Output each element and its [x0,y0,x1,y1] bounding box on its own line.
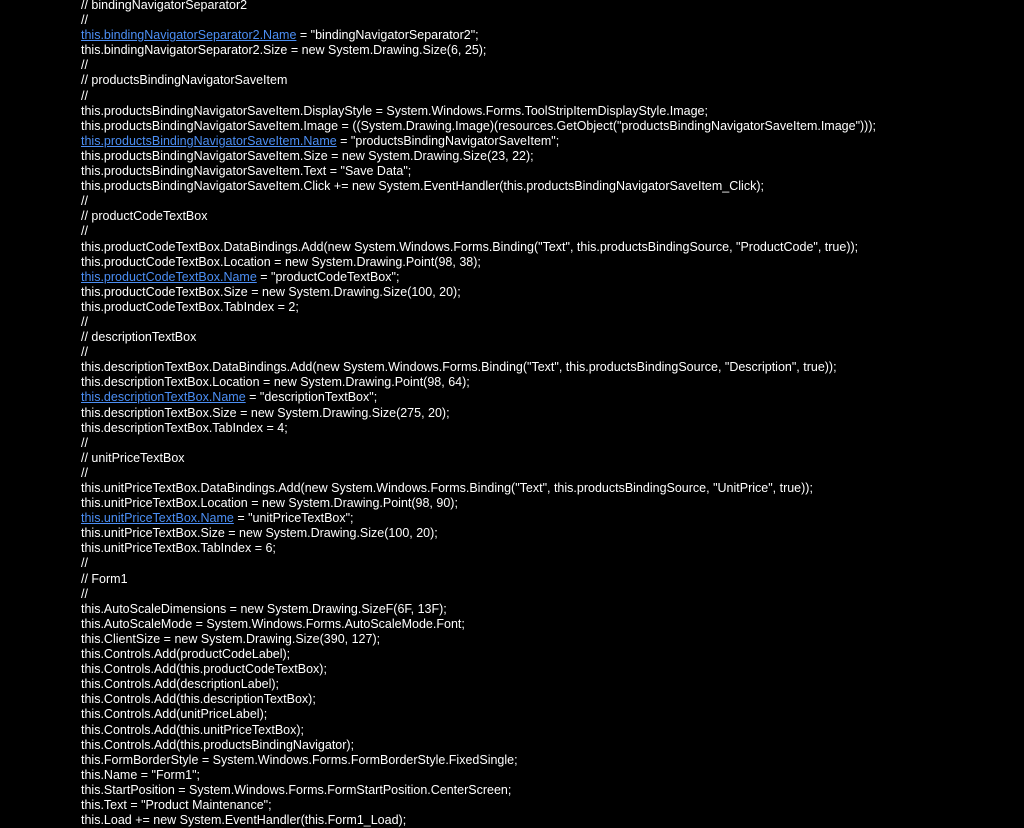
code-text: this.bindingNavigatorSeparator2.Size = new System.Drawing.Size(6, 25); [81,43,487,58]
code-text: // descriptionTextBox [81,330,197,345]
code-text: = "descriptionTextBox"; [245,390,378,405]
code-text: this.productsBindingNavigatorSaveItem.Size = new System.Drawing.Size(23, 22); [81,148,534,163]
code-line [81,119,876,134]
code-line [81,436,876,451]
code-line [81,315,876,330]
code-line [81,707,876,722]
code-line [81,209,876,224]
code-link[interactable]: this.descriptionTextBox.Name [81,390,246,405]
code-text: // productCodeTextBox [81,209,208,224]
code-line [81,662,876,677]
code-text: this.productCodeTextBox.TabIndex = 2; [81,299,299,314]
code-text: this.Controls.Add(productCodeLabel); [81,647,291,662]
code-text: this.unitPriceTextBox.Size = new System.Drawing.Size(100, 20); [81,526,438,541]
code-text: // [81,58,88,73]
code-text: this.Text = "Product Maintenance"; [81,797,272,812]
code-line [81,360,876,375]
code-link[interactable]: this.productCodeTextBox.Name [81,269,257,284]
code-line [81,330,876,345]
code-text: this.Controls.Add(this.unitPriceTextBox); [81,722,305,737]
code-line [81,783,876,798]
code-line [81,511,876,526]
code-text: // [81,194,88,209]
code-text: this.productCodeTextBox.Location = new System.Drawing.Point(98, 38); [81,254,481,269]
code-text: this.StartPosition = System.Windows.Forms.FormStartPosition.CenterScreen; [81,782,512,797]
code-line [81,270,876,285]
code-line [81,390,876,405]
code-text: this.Controls.Add(this.productCodeTextBox); [81,662,327,677]
code-text: // [81,465,88,480]
code-line [81,43,876,58]
code-text: this.productsBindingNavigatorSaveItem.Image = ((System.Drawing.Image)(resources.GetObject("productsBindingNavigatorSaveItem.Image"))); [81,118,876,133]
code-text: // [81,224,88,239]
code-line [81,164,876,179]
code-line [81,255,876,270]
code-text: // [81,13,88,28]
code-text: this.unitPriceTextBox.TabIndex = 6; [81,541,276,556]
code-text: // productsBindingNavigatorSaveItem [81,73,288,88]
code-text: this.descriptionTextBox.TabIndex = 4; [81,420,288,435]
code-line [81,466,876,481]
code-line [81,300,876,315]
code-line [81,89,876,104]
code-line [81,798,876,813]
code-text: this.descriptionTextBox.Size = new System.Drawing.Size(275, 20); [81,405,450,420]
code-text: // Form1 [81,571,128,586]
code-line [81,406,876,421]
code-text: = "productsBindingNavigatorSaveItem"; [336,133,560,148]
code-line [81,375,876,390]
code-line [81,104,876,119]
code-line [81,738,876,753]
code-line [81,481,876,496]
code-line [81,768,876,783]
code-line [81,647,876,662]
code-line [81,541,876,556]
code-line [81,0,876,13]
code-text: // [81,435,88,450]
code-text: // [81,345,88,360]
code-text: this.AutoScaleDimensions = new System.Drawing.SizeF(6F, 13F); [81,601,447,616]
code-link[interactable]: this.productsBindingNavigatorSaveItem.Name [81,133,337,148]
code-text: this.productCodeTextBox.Size = new System.Drawing.Size(100, 20); [81,284,461,299]
code-line [81,13,876,28]
code-line [81,149,876,164]
code-text: // unitPriceTextBox [81,450,185,465]
code-line [81,134,876,149]
code-line [81,496,876,511]
code-line [81,632,876,647]
code-line [81,194,876,209]
code-text: // [81,556,88,571]
code-line [81,723,876,738]
code-line [81,572,876,587]
code-text: this.Controls.Add(this.productsBindingNavigator); [81,737,355,752]
code-line [81,602,876,617]
code-line [81,285,876,300]
code-text: this.descriptionTextBox.Location = new System.Drawing.Point(98, 64); [81,375,470,390]
code-text: this.Controls.Add(descriptionLabel); [81,677,280,692]
code-text: this.AutoScaleMode = System.Windows.Forms.AutoScaleMode.Font; [81,616,465,631]
code-line [81,587,876,602]
code-line [81,753,876,768]
code-line [81,73,876,88]
code-text: this.Controls.Add(this.descriptionTextBox); [81,692,316,707]
code-line [81,224,876,239]
code-link[interactable]: this.bindingNavigatorSeparator2.Name [81,28,297,43]
code-line [81,617,876,632]
code-text: this.descriptionTextBox.DataBindings.Add(new System.Windows.Forms.Binding("Text", this.productsBindingSource, "Description", true)); [81,360,837,375]
code-text: this.productCodeTextBox.DataBindings.Add(new System.Windows.Forms.Binding("Text", this.productsBindingSource, "ProductCode", true)); [81,239,859,254]
code-text: this.productsBindingNavigatorSaveItem.DisplayStyle = System.Windows.Forms.ToolStripItemDisplayStyle.Image; [81,103,708,118]
code-line [81,345,876,360]
code-text: this.Load += new System.EventHandler(this.Form1_Load); [81,813,407,828]
code-text: this.FormBorderStyle = System.Windows.Forms.FormBorderStyle.FixedSingle; [81,752,518,767]
code-line [81,58,876,73]
code-line [81,692,876,707]
code-text: this.ClientSize = new System.Drawing.Size(390, 127); [81,631,381,646]
code-text: // [81,314,88,329]
code-text: this.Name = "Form1"; [81,767,200,782]
code-text: = "unitPriceTextBox"; [233,511,354,526]
code-line [81,240,876,255]
code-text: this.productsBindingNavigatorSaveItem.Text = "Save Data"; [81,164,412,179]
code-line [81,451,876,466]
code-link[interactable]: this.unitPriceTextBox.Name [81,511,234,526]
code-line [81,28,876,43]
code-text: // bindingNavigatorSeparator2 [81,0,248,12]
code-text: this.unitPriceTextBox.DataBindings.Add(new System.Windows.Forms.Binding("Text", this.productsBindingSource, "UnitPrice", true)); [81,481,813,495]
code-text: // [81,586,88,601]
code-line [81,556,876,571]
code-text: = "bindingNavigatorSeparator2"; [296,28,479,43]
code-line [81,526,876,541]
code-text: = "productCodeTextBox"; [256,269,400,284]
code-text: // [81,88,88,103]
code-line [81,421,876,436]
code-text: this.unitPriceTextBox.Location = new System.Drawing.Point(98, 90); [81,496,458,511]
code-text: this.Controls.Add(unitPriceLabel); [81,707,268,722]
code-line [81,179,876,194]
code-text: this.productsBindingNavigatorSaveItem.Click += new System.EventHandler(this.productsBindingNavigatorSaveItem_Click); [81,179,764,194]
code-line [81,677,876,692]
code-listing [81,0,876,828]
